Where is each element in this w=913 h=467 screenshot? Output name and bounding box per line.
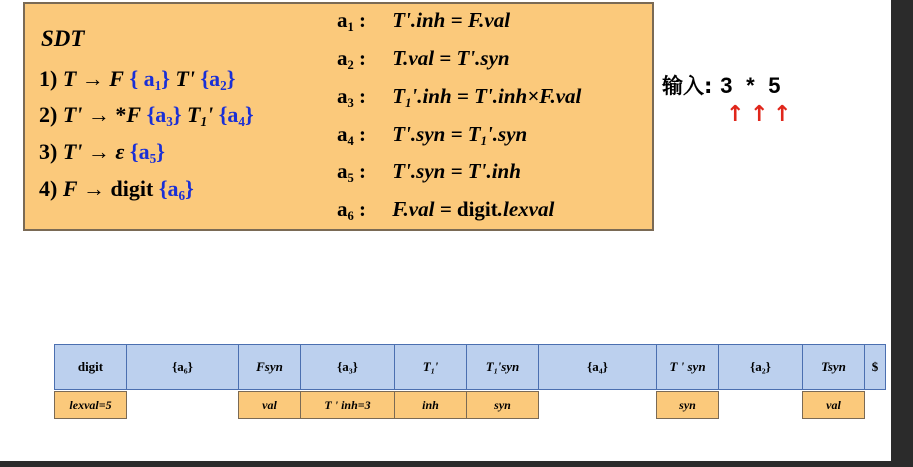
action-ref: { $a_1$} <box>129 66 170 93</box>
action-ref: $\{a_6\}$ <box>158 176 194 203</box>
stack-attribute: val <box>238 391 301 419</box>
window-edge-bar <box>891 0 913 467</box>
prod-number: 2) <box>39 102 58 127</box>
stack-attribute: syn <box>656 391 719 419</box>
input-symbol: * <box>746 73 755 98</box>
action-a3: $a_3$ : $T_1'.inh = T'.inh\times F.val$ <box>337 84 582 110</box>
action-a2: $a_2$ : T.val = T'.syn <box>337 46 510 72</box>
prod-arrow: → <box>83 176 106 201</box>
prod-symbol: $T_1'$ <box>187 102 214 129</box>
stack-cell: $T_1'$ inh <box>394 344 467 390</box>
action-ref: $\{a_5\}$ <box>129 139 165 166</box>
prod-arrow: → <box>87 139 110 164</box>
stack-cell: $\{a_6\}$ <box>126 344 239 390</box>
stack-attribute: T ' inh=3 <box>300 391 395 419</box>
prod-number: 3) <box>39 139 58 164</box>
stack-cell: Fsyn val <box>238 344 301 390</box>
action-a5: $a_5$ : T'.syn = T'.inh <box>337 159 521 185</box>
prod-arrow: → <box>87 102 110 127</box>
up-arrow-icon: ↑ <box>750 102 769 127</box>
prod-symbol: T' <box>175 66 195 91</box>
prod-lhs: T <box>62 66 77 91</box>
prod-symbol: ε <box>115 139 125 164</box>
stack-cell: $\{a_4\}$ <box>538 344 657 390</box>
stack-attribute: syn <box>466 391 539 419</box>
parse-stack <box>54 344 885 412</box>
stack-cell: $\{a_3\}$ T ' inh=3 <box>300 344 395 390</box>
stack-cell: $T_1'syn$ syn <box>466 344 539 390</box>
prod-lhs: T' <box>62 102 83 127</box>
production-3 <box>39 139 165 167</box>
production-2 <box>39 102 254 130</box>
input-string <box>662 70 784 100</box>
stack-attribute: val <box>802 391 865 419</box>
prod-arrow: → <box>81 66 104 91</box>
prod-symbol: F <box>109 66 124 91</box>
input-label: 输入: <box>662 74 713 98</box>
stack-attribute: lexval=5 <box>54 391 127 419</box>
action-ref: $\{a_2\}$ <box>200 66 236 93</box>
stack-cell: Tsyn val <box>802 344 865 390</box>
action-a1: $a_1$ : T'.inh = F.val <box>337 8 511 34</box>
production-1 <box>39 66 235 94</box>
sdt-title: SDT <box>41 26 85 51</box>
prod-lhs: T' <box>62 139 83 164</box>
input-symbol: 5 <box>768 73 781 98</box>
action-ref: $\{a_3\}$ <box>146 102 182 129</box>
stack-cell: T ' syn syn <box>656 344 719 390</box>
input-symbol: 3 <box>720 73 733 98</box>
action-a6: $a_6$ : F.val = digit.lexval <box>337 197 555 223</box>
action-ref: $\{a_4\}$ <box>218 102 254 129</box>
prod-symbol: F <box>126 102 142 127</box>
sdt-definition-box <box>23 2 654 231</box>
prod-number: 4) <box>39 176 58 201</box>
prod-symbol: digit <box>110 176 154 201</box>
prod-number: 1) <box>39 66 58 91</box>
window-bottom-bar <box>0 461 913 467</box>
up-arrow-icon: ↑ <box>726 102 745 127</box>
up-arrow-icon: ↑ <box>773 102 792 127</box>
stack-cell: $ <box>864 344 886 390</box>
stack-cell: digit lexval=5 <box>54 344 127 390</box>
prod-lhs: F <box>62 176 78 201</box>
action-a4: $a_4$ : $T'.syn = T_1'.syn$ <box>337 122 528 148</box>
stack-attribute: inh <box>394 391 467 419</box>
prod-symbol: * <box>115 102 127 127</box>
stack-cell: $\{a_2\}$ <box>718 344 803 390</box>
production-4 <box>39 176 194 204</box>
